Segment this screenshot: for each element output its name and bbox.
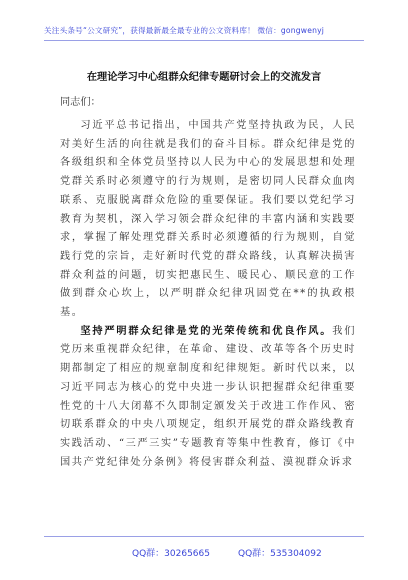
header-divider — [44, 40, 364, 41]
document-title: 在理论学习中心组群众纪律专题研讨会上的交流发言 — [86, 72, 322, 83]
salutation: 同志们： — [60, 97, 101, 108]
page-footer — [0, 536, 408, 580]
footer-qq-group-2: QQ群：535304092 — [238, 549, 322, 559]
footer-divider — [44, 536, 364, 537]
paragraph-1-text: 习近平总书记指出，中国共产党坚持执政为民，人民对美好生活的向往就是我们的奋斗目标。群众纪律是党的各级组织和全体党员坚持以人民为中心的发展思想和处理党群关系时必须遵守的行为规则，是密切同人民群众血肉联系、克服脱离群众危险的重要保证。我们要以党纪学习教育为契机，深入学习领会群众纪律的丰富内涵和实践要求，掌握了解处理党群关系时必须遵循的行为规则，自觉践行党的宗旨，走好新时代党的群众路线，认真解决损害群众利益的问题，切实把惠民生、暖民心、顺民意的工作做到群众心坎上，以严明群众纪律巩固党在**的执政根基。 — [60, 120, 356, 319]
page-header — [0, 0, 408, 70]
paragraph-2-lead: 坚持严明群众纪律是党的光荣传统和优良作风。 — [80, 325, 333, 337]
paragraph-2 — [60, 323, 356, 473]
paragraph-1 — [60, 117, 356, 323]
document-body — [60, 117, 356, 472]
header-notice: 关注头条号“公文研究”，获得最新最全最专业的公文资料库！ 微信：gongwenyj — [44, 26, 325, 35]
paragraph-2-text: 我们党历来重视群众纪律，在革命、建设、改革等各个历史时期都制定了相应的规章制度和纪律规矩。新时代以来，以习近平同志为核心的党中央进一步认识把握群众纪律重要性党的十八大闭幕不久即制定颁发关于改进工作作风、密切联系群众的中央八项规定，组织开展党的群众路线教育实践活动、“三严三实”专题教育等集中性教育，修订《中国共产党纪律处分条例》将侵害群众利益、漠视群众诉求 — [60, 325, 356, 468]
footer-qq-group-1: QQ群：30265665 — [132, 549, 210, 559]
